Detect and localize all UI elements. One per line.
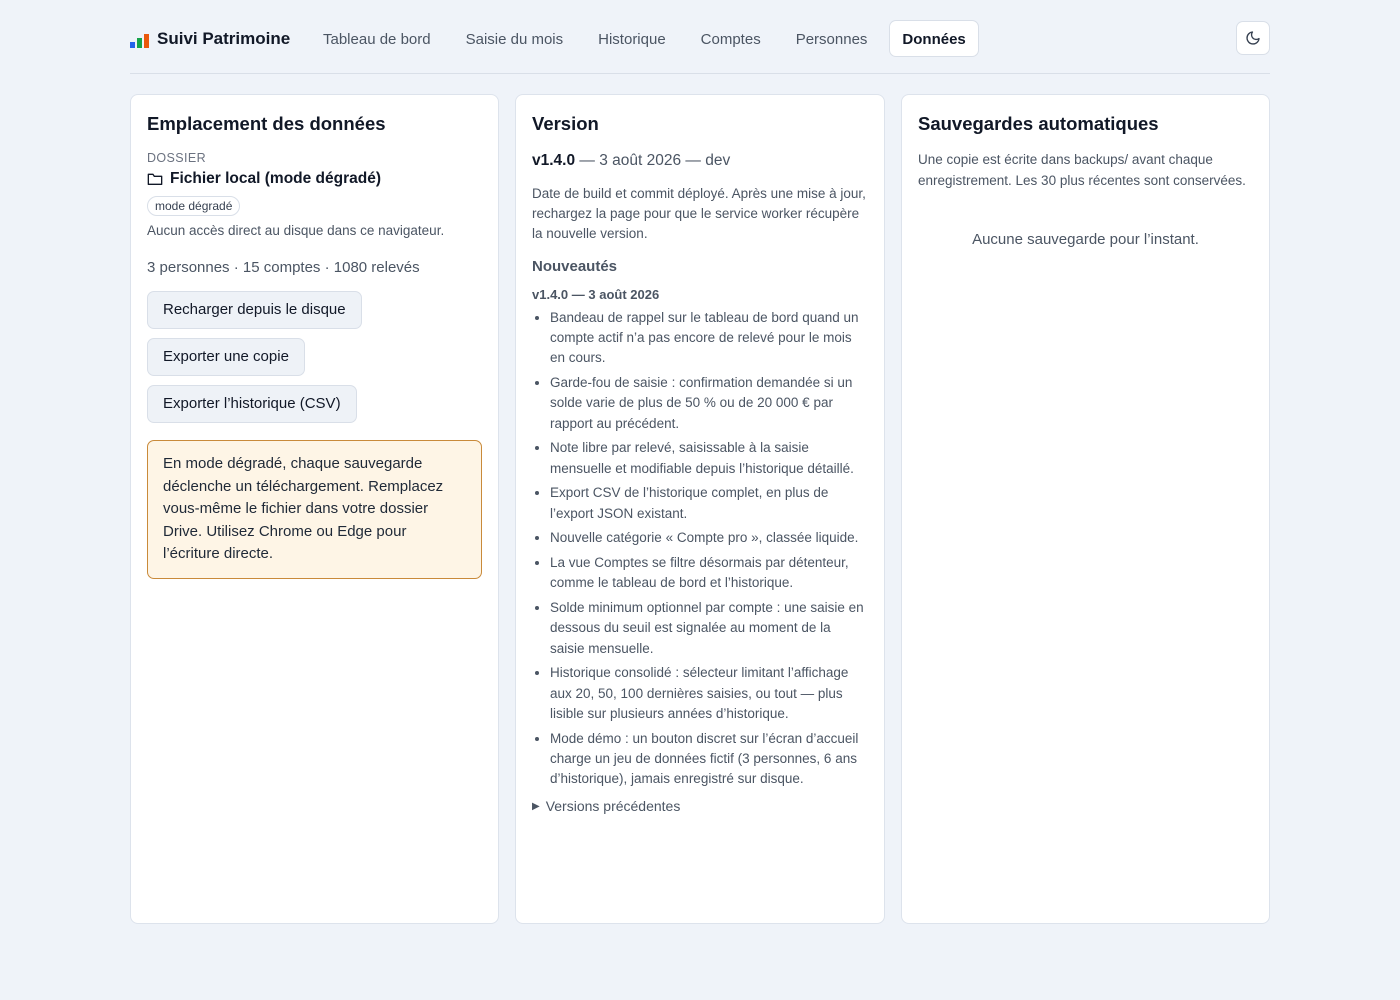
tab-tableau-de-bord[interactable]: Tableau de bord [323,31,431,48]
folder-name: Fichier local (mode dégradé) [170,170,382,187]
data-stats: 3 personnes · 15 comptes · 1080 relevés [147,259,420,276]
previous-versions-toggle[interactable] [532,798,868,814]
version-date: — 3 août 2026 — dev [575,152,731,169]
theme-toggle-button[interactable] [1236,21,1270,55]
version-card [515,94,885,924]
version-description: Date de build et commit déployé. Après une mise à jour, rechargez la page pour que le service worker récupère la nouvelle version. [532,186,866,241]
data-location-card [130,94,499,924]
version-title: Version [532,113,599,134]
backups-title: Sauvegardes automatiques [918,113,1159,134]
list-item: • La vue Comptes se filtre désormais par détenteur, comme le tableau de bord et l’historique. [550,553,868,593]
triangle-right-icon: ▶ [532,800,540,812]
bar-chart-logo-icon [130,34,149,48]
news-title: Nouveautés [532,258,618,275]
reload-from-disk-button[interactable]: Recharger depuis le disque [147,291,362,329]
data-actions [147,291,482,423]
list-item: • Mode démo : un bouton discret sur l’écran d’accueil charge un jeu de données fictif (3 personnes, 6 ans d’historique), jamais enregistré sur disque. [550,729,868,790]
backups-card [901,94,1270,924]
degraded-mode-badge: mode dégradé [147,196,240,216]
moon-icon [1245,30,1261,46]
access-note: Aucun accès direct au disque dans ce navigateur. [147,223,445,238]
degraded-mode-warning: En mode dégradé, chaque sauvegarde déclenche un téléchargement. Remplacez vous-même le fichier dans votre dossier Drive. Utilisez Chrome ou Edge pour l’écriture directe. [147,440,482,579]
list-item: • Export CSV de l’historique complet, en plus de l’export JSON existant. [550,483,868,523]
tab-personnes[interactable]: Personnes [795,31,868,48]
top-navigation-bar [130,20,1270,74]
folder-name-line [147,170,482,188]
release-title: v1.4.0 — 3 août 2026 [532,287,660,302]
version-line [532,152,868,170]
folder-label: DOSSIER [147,151,207,165]
release-notes-list [532,308,868,789]
list-item: • Garde-fou de saisie : confirmation demandée si un solde varie de plus de 50 % ou de 20 000 € par rapport au précédent. [550,373,868,434]
backups-description: Une copie est écrite dans backups/ avant chaque enregistrement. Les 30 plus récentes sont conservées. [918,152,1246,188]
main-nav [310,20,979,57]
tab-donnees[interactable]: Données [889,20,978,57]
previous-versions-label: Versions précédentes [545,798,681,815]
folder-icon [147,172,163,186]
tab-comptes[interactable]: Comptes [700,31,761,48]
export-copy-button[interactable]: Exporter une copie [147,338,305,376]
list-item: • Solde minimum optionnel par compte : une saisie en dessous du seuil est signalée au moment de la saisie mensuelle. [550,598,868,659]
export-csv-button[interactable]: Exporter l’historique (CSV) [147,385,357,423]
version-number: v1.4.0 [532,152,576,169]
data-location-title: Emplacement des données [147,113,386,134]
tab-historique[interactable]: Historique [598,31,666,48]
list-item: • Bandeau de rappel sur le tableau de bord quand un compte actif n’a pas encore de relevé pour le mois en cours. [550,308,868,369]
backups-empty-state: Aucune sauvegarde pour l’instant. [972,231,1199,248]
app-brand[interactable] [130,28,290,50]
list-item: • Note libre par relevé, saisissable à la saisie mensuelle et modifiable depuis l’historique détaillé. [550,438,868,478]
list-item: • Nouvelle catégorie « Compte pro », classée liquide. [550,528,868,548]
app-title: Suivi Patrimoine [157,29,291,48]
tab-saisie-du-mois[interactable]: Saisie du mois [465,31,564,48]
list-item: • Historique consolidé : sélecteur limitant l’affichage aux 20, 50, 100 dernières saisies, ou tout — plus lisible sur plusieurs années d’historique. [550,663,868,724]
